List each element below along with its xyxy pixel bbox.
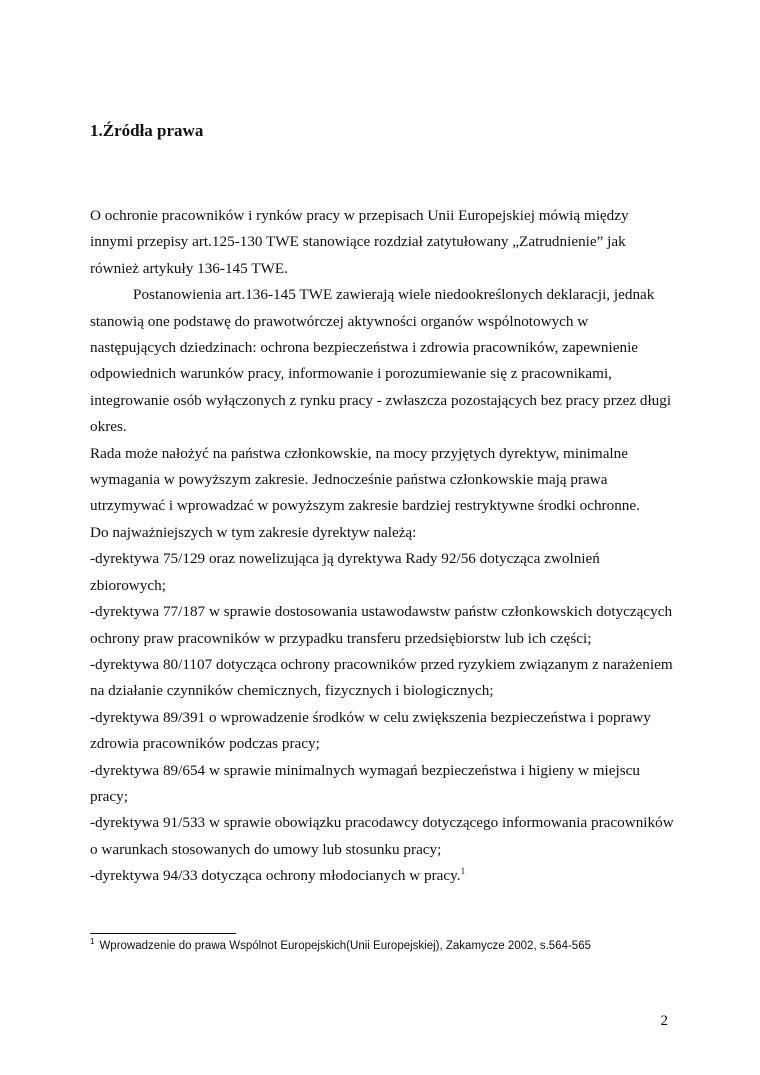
paragraph-list-intro: Do najważniejszych w tym zakresie dyrektyw należą: [90, 523, 417, 541]
list-item-directive-75-129: -dyrektywa 75/129 oraz nowelizująca ją dyrektywa Rady 92/56 dotycząca zwolnień zbiorowych; [90, 550, 600, 594]
page-title: 1.Źródła prawa [90, 121, 204, 140]
list-item-directive-89-391: -dyrektywa 89/391 o wprowadzenie środków w celu zwiększenia bezpieczeństwa i poprawy zdrowia pracowników podczas pracy; [90, 708, 651, 753]
paragraph-provisions: Postanowienia art.136-145 TWE zawierają wiele niedookreślonych deklaracji, jednak stanowią one podstawę do prawotwórczej aktywności organów wspólnotowych w następujących dziedzinach: ochrona bezpieczeństwa i zdrowia pracowników, zapewnienie odpowiednich warunków pracy, informowanie i porozumiewanie się z pracownikami, integrowanie osób wyłączonych z rynku pracy - zwłaszcza pozostających bez pracy przez długi okres. [90, 286, 672, 436]
footnote-number: 1 [90, 937, 95, 947]
body-text [90, 203, 675, 890]
list-item-directive-94-33 [90, 863, 675, 889]
footnote-reference[interactable]: 1 [460, 866, 466, 877]
paragraph-intro: O ochronie pracowników i rynków pracy w przepisach Unii Europejskiej mówią między innymi przepisy art.125-130 TWE stanowiące rozdział zatytułowany „Zatrudnienie” jak również artykuły 136-145 TWE. [90, 207, 629, 277]
list-item-directive-91-533: -dyrektywa 91/533 w sprawie obowiązku pracodawcy dotyczącego informowania pracowników o warunkach stosowanych do umowy lub stosunku pracy; [90, 814, 674, 858]
paragraph-council: Rada może nałożyć na państwa członkowskie, na mocy przyjętych dyrektyw, minimalne wymagania w powyższym zakresie. Jednocześnie państwa członkowskie mają prawa utrzymywać i wprowadzać w powyższym zakresie bardziej restryktywne środki ochronne. [90, 444, 640, 515]
directive-94-33-text: -dyrektywa 94/33 dotycząca ochrony młodocianych w pracy. [90, 867, 461, 885]
list-item-directive-89-654: -dyrektywa 89/654 w sprawie minimalnych wymagań bezpieczeństwa i higieny w miejscu pracy; [90, 761, 640, 805]
footnote [90, 937, 591, 952]
page-number: 2 [660, 1013, 668, 1029]
list-item-directive-80-1107: -dyrektywa 80/1107 dotycząca ochrony pracowników przed ryzykiem związanym z narażeniem na działanie czynników chemicznych, fizycznych i biologicznych; [90, 655, 673, 700]
footnote-separator [90, 933, 236, 934]
list-item-directive-77-187: -dyrektywa 77/187 w sprawie dostosowania ustawodawstw państw członkowskich dotyczących ochrony praw pracowników w przypadku transferu przedsiębiorstw lub ich części; [90, 603, 673, 647]
footnote-text: Wprowadzenie do prawa Wspólnot Europejskich(Unii Europejskiej), Zakamycze 2002, s.564-565 [99, 940, 591, 952]
